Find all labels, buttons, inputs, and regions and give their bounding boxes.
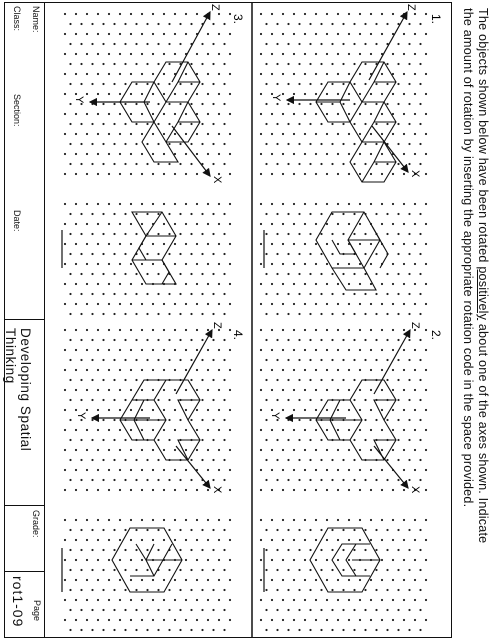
instructions-line2: the amount of rotation by inserting the appropriate rotation code in the space provided. (461, 8, 475, 508)
dot-grid-p2-left (260, 329, 427, 491)
grade-cell (4, 506, 44, 572)
axis-label-x-p4: X (211, 486, 223, 494)
name-label: Name: (31, 6, 41, 33)
page-cell (4, 572, 44, 638)
axis-label-z-p1: Z (405, 4, 417, 11)
problem-number-1: 1. (429, 14, 443, 25)
axis-label-z-p3: Z (209, 4, 221, 11)
axis-label-x-p1: X (409, 170, 421, 178)
class-label: Class: (12, 6, 22, 32)
axis-label-y-p4: Y (75, 412, 87, 420)
instructions-emphasis: positively (476, 266, 490, 321)
instructions-line1-post: about one of the axes shown. Indicate (476, 320, 490, 544)
object-p1-original (316, 62, 396, 182)
axis-label-z-p2: Z (409, 322, 421, 329)
section-label: Section: (12, 94, 22, 127)
date-label: Date: (12, 210, 22, 232)
axis-label-x-p3: X (211, 176, 223, 184)
title-block (4, 2, 45, 638)
dot-grid-p3-right (64, 203, 231, 315)
student-info-cell (4, 2, 44, 320)
dot-grid-p4-right (64, 519, 231, 631)
dot-grid-p2-right (260, 519, 427, 631)
problem-number-4: 4. (231, 330, 245, 341)
instructions-line1-pre: The objects shown below have been rotated (476, 8, 490, 267)
dot-grid-p4-left (64, 329, 231, 491)
object-p4-original (120, 380, 200, 460)
axis-label-y-p2: Y (269, 412, 281, 420)
course-title-cell (4, 320, 44, 506)
axis-label-z-p4: Z (211, 322, 223, 329)
problem-number-3: 3. (231, 14, 245, 25)
object-p2-rotated (310, 528, 380, 592)
problem-number-2: 2. (429, 330, 443, 341)
course-title: Developing Spatial Thinking (3, 328, 33, 452)
page-code: rot1-09 (10, 576, 26, 628)
object-p2-original (316, 380, 396, 460)
axis-label-x-p2: X (409, 486, 421, 494)
page-label: Page (32, 600, 42, 622)
object-p3-rotated (132, 212, 176, 284)
axis-label-y-p3: Y (73, 96, 85, 104)
grade-label: Grade: (31, 510, 41, 538)
object-p4-rotated (112, 528, 182, 592)
axis-label-y-p1: Y (270, 94, 282, 102)
dot-grid-p1-right (260, 203, 427, 315)
